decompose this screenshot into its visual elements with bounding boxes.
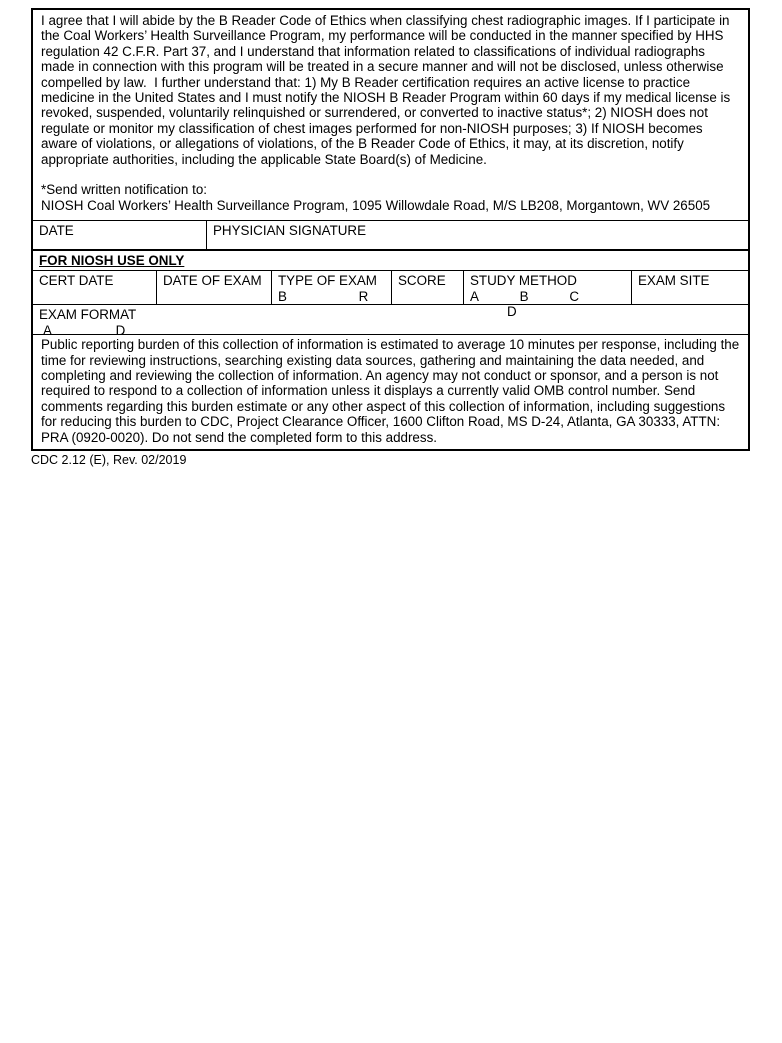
niosh-use-only-header: FOR NIOSH USE ONLY bbox=[39, 253, 185, 269]
date-field-cell[interactable] bbox=[33, 221, 206, 249]
exam-format-option-d[interactable]: D bbox=[115, 322, 126, 338]
ethics-statement: I agree that I will abide by the B Reader Code of Ethics when classifying chest radiographic images. If I participate in the Coal Workers’ Health Surveillance Program, my performance will be conducted in the manner specified by HHS regulation 42 C.F.R. Part 37, and I understand that information related to classifications of individual radiographs made in connection with this program will be treated in a secure manner and will not be disclosed, unless otherwise compelled by law. I further understand that: 1) My B Reader certification requires an active license to practice medicine in the United States and I must notify the NIOSH B Reader Program within 60 days if my medical license is revoked, suspended, voluntarily relinquished or surrendered, or converted to inactive status*; 2) NIOSH does not regulate or monitor my classification of chest images performed for non-NIOSH purposes; 3) If NIOSH becomes aware of violations, or allegations of violations, of the B Reader Code of Ethics, it may, at its discretion, notify appropriate authorities, including the applicable State Board(s) of Medicine. bbox=[41, 13, 734, 167]
date-of-exam-label: DATE OF EXAM bbox=[163, 273, 262, 289]
type-of-exam-options bbox=[278, 289, 385, 304]
date-of-exam-cell[interactable] bbox=[156, 271, 271, 304]
exam-site-label: EXAM SITE bbox=[638, 273, 710, 289]
burden-statement-row bbox=[33, 334, 748, 449]
type-of-exam-cell bbox=[271, 271, 391, 304]
study-method-option-c[interactable]: C bbox=[569, 288, 580, 304]
exam-format-option-a[interactable]: A bbox=[43, 322, 52, 338]
form-number-footer: CDC 2.12 (E), Rev. 02/2019 bbox=[31, 453, 187, 468]
ethics-cell bbox=[33, 10, 748, 220]
niosh-use-only-row bbox=[33, 249, 748, 270]
ethics-section-row bbox=[33, 10, 748, 220]
exam-site-cell[interactable] bbox=[631, 271, 748, 304]
exam-format-label: EXAM FORMAT bbox=[39, 307, 137, 323]
type-of-exam-option-r[interactable]: R bbox=[358, 288, 369, 304]
study-method-options bbox=[470, 289, 625, 320]
study-method-cell bbox=[463, 271, 631, 320]
cert-date-cell[interactable] bbox=[33, 271, 156, 304]
cert-date-label: CERT DATE bbox=[39, 273, 114, 289]
notification-note bbox=[41, 182, 740, 213]
physician-signature-label: PHYSICIAN SIGNATURE bbox=[213, 223, 367, 239]
notification-note-label: *Send written notification to: bbox=[41, 182, 207, 198]
score-label: SCORE bbox=[398, 273, 446, 289]
study-method-label: STUDY METHOD bbox=[470, 273, 577, 289]
b-reader-form-document bbox=[31, 8, 750, 468]
notification-note-address: NIOSH Coal Workers’ Health Surveillance Program, 1095 Willowdale Road, M/S LB208, Morgantown, WV 26505 bbox=[41, 197, 711, 213]
study-method-option-a[interactable]: A bbox=[470, 288, 479, 304]
burden-statement: Public reporting burden of this collection of information is estimated to average 10 minutes per response, including the time for reviewing instructions, searching existing data sources, gathering and maintaining the data needed, and completing and reviewing the collection of information. An agency may not conduct or sponsor, and a person is not required to respond to a collection of information unless it displays a currently valid OMB control number. Send comments regarding this burden estimate or any other aspect of this collection of information, including suggestions for reducing this burden to CDC, Project Clearance Officer, 1600 Clifton Road, MS D-24, Atlanta, GA 30333, ATTN: PRA (0920-0020). Do not send the completed form to this address. bbox=[41, 337, 740, 445]
type-of-exam-label: TYPE OF EXAM bbox=[278, 273, 377, 289]
score-cell[interactable] bbox=[391, 271, 463, 304]
b-reader-form-table bbox=[31, 8, 750, 451]
study-method-option-b[interactable]: B bbox=[519, 288, 529, 304]
date-label: DATE bbox=[39, 223, 74, 239]
exam-format-row bbox=[33, 304, 748, 338]
signature-row bbox=[33, 220, 748, 249]
physician-signature-field-cell[interactable] bbox=[206, 221, 748, 249]
type-of-exam-option-b[interactable]: B bbox=[278, 288, 287, 304]
study-method-option-d[interactable]: D bbox=[507, 304, 517, 320]
